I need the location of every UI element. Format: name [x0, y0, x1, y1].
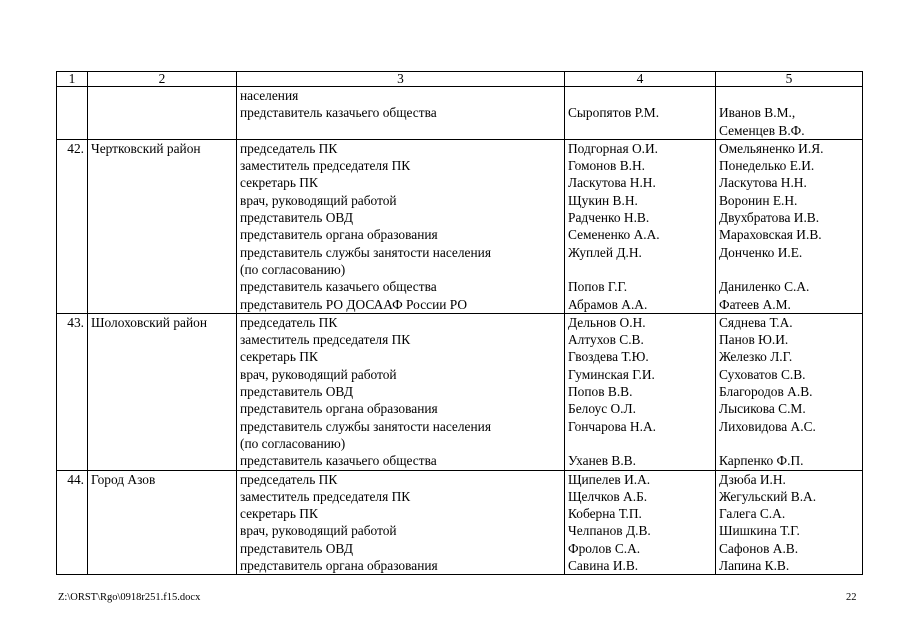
member-name: Дельнов О.Н.: [568, 314, 646, 330]
commission-table: [56, 71, 863, 575]
district-name: [88, 87, 237, 140]
member-name: Радченко Н.В.: [568, 210, 650, 226]
role-line: представитель службы занятости населения: [240, 244, 491, 260]
role-line: председатель ПК: [240, 140, 338, 156]
member-name: Щелчков А.Б.: [568, 488, 648, 504]
roles-cell: [237, 87, 565, 140]
row-number: [57, 87, 88, 140]
district-name: Город Азов: [88, 470, 237, 575]
deputy-name: [719, 87, 859, 104]
roles-cell: [237, 470, 565, 575]
document-path: Z:\ORST\Rgo\0918r251.f15.docx: [58, 592, 201, 603]
deputies-cell: [716, 139, 863, 313]
deputy-name: Суховатов С.В.: [719, 366, 806, 382]
row-number: 44.: [57, 470, 88, 575]
deputy-name: Благородов А.В.: [719, 384, 813, 400]
role-line: председатель ПК: [240, 314, 338, 330]
members-cell: [565, 470, 716, 575]
member-name: Попов В.В.: [568, 384, 633, 400]
role-line: представитель органа образования: [240, 558, 438, 574]
member-name: Абрамов А.А.: [568, 296, 648, 312]
member-name: Попов Г.Г.: [568, 279, 628, 295]
member-name: Щукин В.Н.: [568, 192, 638, 208]
role-line: (по согласованию): [240, 435, 346, 451]
role-line: представитель РО ДОСААФ России РО: [240, 296, 468, 312]
member-name: Семененко А.А.: [568, 227, 660, 243]
role-line: [240, 122, 561, 139]
member-name: Фролов С.А.: [568, 540, 641, 556]
deputy-name: Железко Л.Г.: [719, 349, 793, 365]
district-name: Шолоховский район: [88, 313, 237, 470]
deputies-cell: [716, 87, 863, 140]
table-body: [57, 72, 863, 575]
column-header-4: 4: [565, 72, 716, 87]
deputy-name: Панов Ю.И.: [719, 332, 789, 348]
deputies-cell: [716, 313, 863, 470]
deputy-name: Галега С.А.: [719, 506, 786, 522]
page-number: 22: [846, 592, 857, 603]
member-name: Уханев В.В.: [568, 453, 636, 469]
deputy-name: Понеделько Е.И.: [719, 158, 815, 174]
member-name: [568, 435, 712, 452]
column-header-3: 3: [237, 72, 565, 87]
role-line: заместитель председателя ПК: [240, 488, 411, 504]
deputy-name: Лысикова С.М.: [719, 401, 806, 417]
deputy-name: Фатеев А.М.: [719, 296, 791, 312]
deputy-name: Иванов В.М.,: [719, 105, 796, 121]
role-line: врач, руководящий работой: [240, 192, 397, 208]
role-line: представитель казачьего общества: [240, 279, 437, 295]
role-line: представитель казачьего общества: [240, 453, 437, 469]
deputy-name: [719, 261, 859, 278]
role-line: врач, руководящий работой: [240, 366, 397, 382]
row-number: 42.: [57, 139, 88, 313]
deputy-name: [719, 435, 859, 452]
member-name: Алтухов С.В.: [568, 332, 644, 348]
table-row: [57, 313, 863, 470]
deputy-name: Семенцев В.Ф.: [719, 122, 805, 138]
member-name: Гомонов В.Н.: [568, 158, 646, 174]
deputy-name: Шишкина Т.Г.: [719, 523, 800, 539]
member-name: [568, 122, 712, 139]
role-line: представитель ОВД: [240, 384, 353, 400]
members-cell: [565, 313, 716, 470]
role-line: представитель казачьего общества: [240, 105, 437, 121]
deputy-name: Мараховская И.В.: [719, 227, 822, 243]
member-name: Гвоздева Т.Ю.: [568, 349, 649, 365]
deputy-name: Лиховидова А.С.: [719, 418, 816, 434]
member-name: Подгорная О.И.: [568, 140, 658, 156]
deputy-name: Жегульский В.А.: [719, 488, 817, 504]
role-line: представитель органа образования: [240, 227, 438, 243]
role-line: врач, руководящий работой: [240, 523, 397, 539]
member-name: Жуплей Д.Н.: [568, 244, 642, 260]
deputy-name: Дзюба И.Н.: [719, 471, 786, 487]
roles-cell: [237, 313, 565, 470]
header-row: [57, 72, 863, 87]
deputy-name: Даниленко С.А.: [719, 279, 810, 295]
role-line: секретарь ПК: [240, 349, 318, 365]
role-line: председатель ПК: [240, 471, 338, 487]
roles-cell: [237, 139, 565, 313]
member-name: [568, 261, 712, 278]
member-name: Ласкутова Н.Н.: [568, 175, 656, 191]
deputy-name: Ласкутова Н.Н.: [719, 175, 807, 191]
members-cell: [565, 87, 716, 140]
role-line: заместитель председателя ПК: [240, 158, 411, 174]
column-header-5: 5: [716, 72, 863, 87]
member-name: Гуминская Г.И.: [568, 366, 655, 382]
row-number: 43.: [57, 313, 88, 470]
deputy-name: Двухбратова И.В.: [719, 210, 820, 226]
role-line: секретарь ПК: [240, 506, 318, 522]
member-name: Щипелев И.А.: [568, 471, 651, 487]
member-name: [568, 87, 712, 104]
deputy-name: Сяднева Т.А.: [719, 314, 793, 330]
column-header-2: 2: [88, 72, 237, 87]
role-line: представитель органа образования: [240, 401, 438, 417]
member-name: Коберна Т.П.: [568, 506, 642, 522]
deputy-name: Воронин Е.Н.: [719, 192, 798, 208]
deputy-name: Карпенко Ф.П.: [719, 453, 804, 469]
role-line: населения: [240, 88, 299, 103]
deputy-name: Лапина К.В.: [719, 558, 790, 574]
role-line: секретарь ПК: [240, 175, 318, 191]
deputy-name: Донченко И.Е.: [719, 244, 803, 260]
member-name: Сыропятов Р.М.: [568, 105, 660, 121]
member-name: Гончарова Н.А.: [568, 418, 656, 434]
role-line: заместитель председателя ПК: [240, 332, 411, 348]
district-name: Чертковский район: [88, 139, 237, 313]
deputy-name: Сафонов А.В.: [719, 540, 799, 556]
deputy-name: Омельяненко И.Я.: [719, 140, 824, 156]
column-header-1: 1: [57, 72, 88, 87]
deputies-cell: [716, 470, 863, 575]
member-name: Савина И.В.: [568, 558, 639, 574]
members-cell: [565, 139, 716, 313]
role-line: представитель ОВД: [240, 540, 353, 556]
role-line: (по согласованию): [240, 261, 346, 277]
table-row: [57, 87, 863, 140]
role-line: представитель службы занятости населения: [240, 418, 491, 434]
member-name: Белоус О.Л.: [568, 401, 636, 417]
role-line: представитель ОВД: [240, 210, 353, 226]
table-row: [57, 139, 863, 313]
table-row: [57, 470, 863, 575]
member-name: Челпанов Д.В.: [568, 523, 651, 539]
